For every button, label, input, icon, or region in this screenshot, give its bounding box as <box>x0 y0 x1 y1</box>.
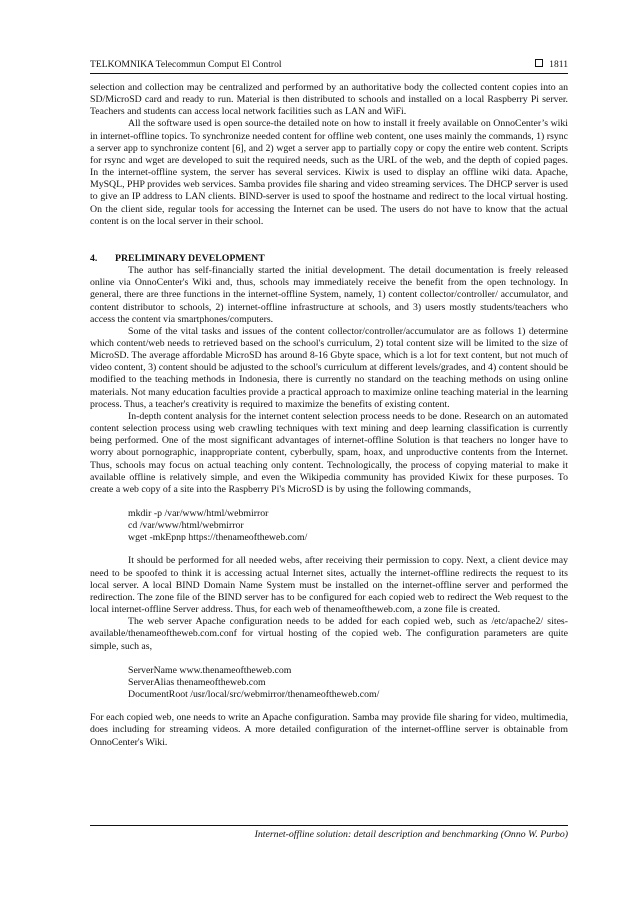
running-footer: Internet-offline solution: detail description and benchmarking (Onno W. Purbo) <box>254 829 568 840</box>
body-text <box>90 82 568 749</box>
config-line: DocumentRoot /usr/local/src/webmirror/thenameoftheweb.com/ <box>128 689 380 701</box>
paragraph: The author has self-financially started the initial development. The detail documentation is freely released online via OnnoCenter's Wiki and, thus, schools may immediately receive the benefit from the open technology. In general, there are three functions in the internet-offline System, namely, 1) content collector/controller/ accumulator, and content distributor to schools, 2) internet-offline infrastructure at schools, and 3) users mostly students/teachers who access the content via smartphones/computers. <box>90 265 568 325</box>
footer-rule <box>90 825 568 826</box>
square-icon <box>535 59 543 67</box>
command-line: mkdir -p /var/www/html/webmirror <box>128 508 269 519</box>
command-line: cd /var/www/html/webmirror <box>128 520 244 532</box>
page-number: 1811 <box>549 59 568 70</box>
section-heading <box>90 253 568 265</box>
section-number: 4. <box>90 252 98 264</box>
page-number-block <box>535 59 568 71</box>
header-rule <box>90 73 568 74</box>
paragraph: selection and collection may be centralized and performed by an authoritative body the collected content copies into an SD/MicroSD card and ready to run. Material is then distributed to schools and installed on a local Raspberry Pi server. Teachers and students can access local network facilities such as LAN and WiFi. <box>90 82 568 118</box>
paragraph: It should be performed for all needed webs, after receiving their permission to copy. Next, a client device may need to be spoofed to think it is accessing actual Internet sites, actually the internet-offline redirects the request to its local server. A local BIND Domain Name System must be installed on the internet-offline server and performed the redirection. The zone file of the BIND server has to be configured for each copied web to redirect the Web request to the local internet-offline Server address. Thus, for each web of thenameoftheweb.com, a zone file is created. <box>90 555 568 616</box>
paragraph: For each copied web, one needs to write an Apache configuration. Samba may provide file sharing for video, multimedia, does including for streaming videos. A more detailed configuration of the internet-offline server is obtainable from OnnoCenter's Wiki. <box>90 712 568 748</box>
config-line: ServerAlias thenameoftheweb.com <box>128 676 266 688</box>
journal-name: TELKOMNIKA Telecommun Comput El Control <box>90 59 282 70</box>
paragraph: The web server Apache configuration needs to be added for each copied web, such as /etc/apache2/ sites-available/thenameoftheweb.com.conf for virtual hosting of the copied web. The configuration parameters are quite simple, such as, <box>90 616 568 652</box>
command-line: wget -mkEpnp https://thenameoftheweb.com/ <box>128 532 308 544</box>
command-listing <box>128 508 568 544</box>
section-title: PRELIMINARY DEVELOPMENT <box>115 252 265 264</box>
paragraph: All the software used is open source-the detailed note on how to install it freely available on OnnoCenter’s wiki in internet-offline topics. To synchronize needed content for offline web content, one uses mainly the commands, 1) rsync a server app to synchronize content [6], and 2) wget a server app to partially copy or copy the entire web content. Scripts for rsync and wget are developed to suit the required needs, such as the URL of the web, and the depth of copied pages. In the internet-offline system, the server has several services. Kiwix is used to display an offline wiki data. Apache, MySQL, PHP provides web services. Samba provides file sharing and video streaming services. The DHCP server is used to give an IP address to LAN clients. BIND-server is used to spoof the hostname and redirect to the local virtual hosting. On the client side, regular tools for accessing the Internet can be used. The users do not have to know that the actual content is on the local server in their school. <box>90 118 568 227</box>
config-listing <box>128 665 568 701</box>
paragraph: Some of the vital tasks and issues of the content collector/controller/accumulator are as follows 1) determine which content/web needs to retrieved based on the school's curriculum, 2) total content size will be limited to the size of MicroSD. The average affordable MicroSD has around 8-16 Gbyte space, which is a lot for text content, but not much of video content, 3) content should be adjusted to the school's curriculum at different levels/grades, and 4) content should be modified to the teaching methods in Indonesia, there is currently no standard on the teaching methods on using online materials. Not many education faculties provide a practical approach to maximize online teaching material in the learning process. Thus, a teacher's creativity is required to maximize the benefits of existing content. <box>90 325 568 410</box>
paragraph: In-depth content analysis for the internet content selection process needs to be done. Research on an automated content selection process using web crawling techniques with text mining and deep learning classification is currently being performed. One of the most significant advantages of internet-offline Solution is that teachers no longer have to worry about pornographic, inappropriate content, cyberbully, spam, hoax, and unproductive contents from the Internet. Thus, schools may focus on actual teaching only content. Technologically, the process of copying material to make it available offline is relatively simple, and even the Wikipedia community has provided Kiwix for these purposes. To create a web copy of a site into the Raspberry Pi's MicroSD is by using the following commands, <box>90 410 568 495</box>
config-line: ServerName www.thenameoftheweb.com <box>128 664 292 676</box>
